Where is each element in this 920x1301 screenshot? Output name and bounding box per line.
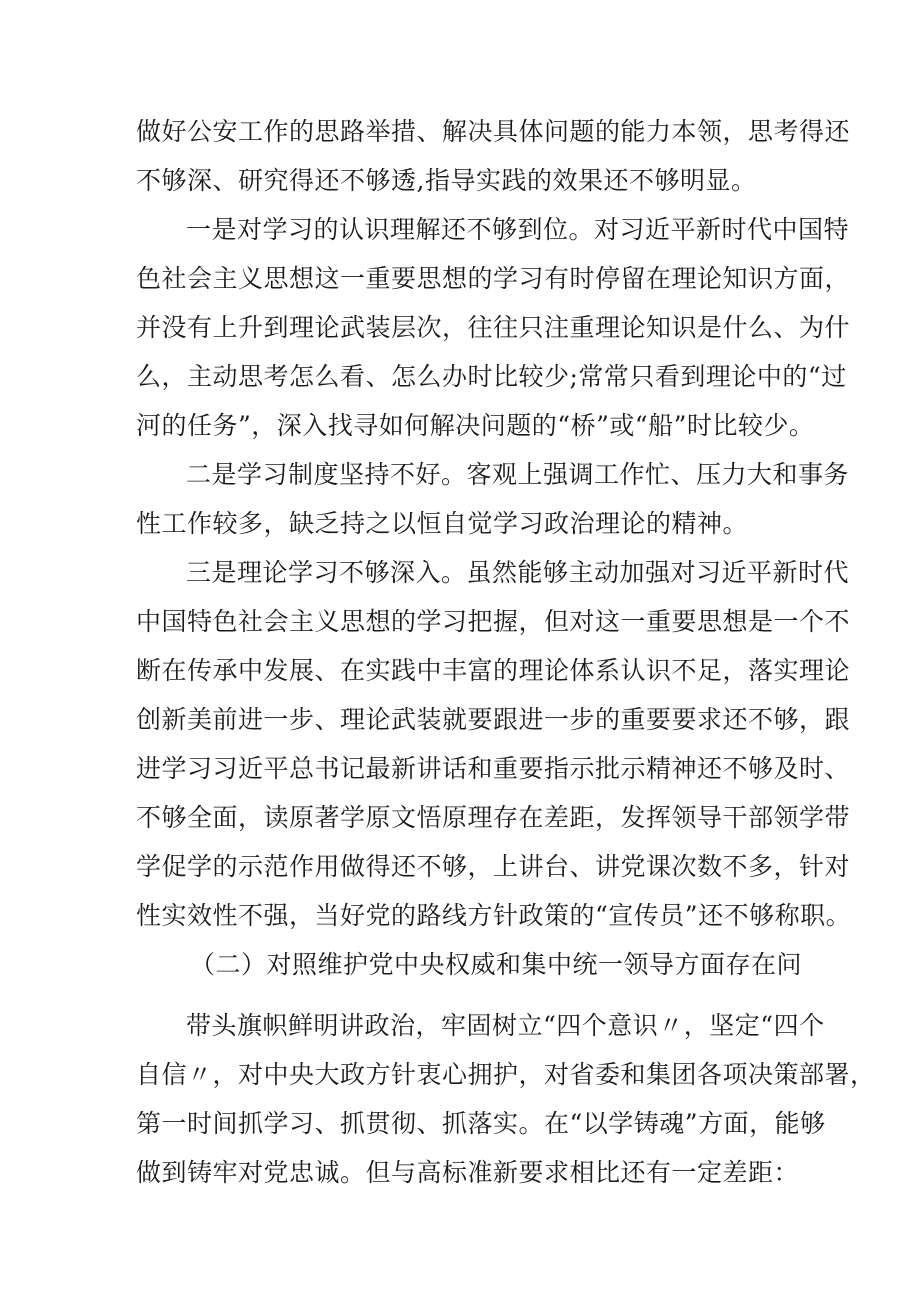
paragraph-3-line-8: 性实效性不强，当好党的路线方针政策的“宣传员”还不够称职。 — [136, 901, 852, 930]
paragraph-3-line-7: 学促学的示范作用做得还不够，上讲台、讲党课次数不多，针对 — [136, 852, 851, 881]
paragraph-3-line-3: 断在传承中发展、在实践中丰富的理论体系认识不足，落实理论 — [136, 656, 851, 685]
paragraph-3-line-2: 中国特色社会主义思想的学习把握，但对这一重要思想是一个不 — [136, 607, 851, 636]
paragraph-4-line-2: 自信〃，对中央大政方针衷心拥护，对省委和集团各项决策部署， — [136, 1060, 876, 1089]
section-heading: （二）对照维护党中央权威和集中统一领导方面存在问 — [190, 950, 803, 979]
paragraph-4-line-1: 带头旗帜鲜明讲政治，牢固树立“四个意识〃，坚定“四个 — [186, 1011, 825, 1040]
paragraph-4-line-3: 第一时间抓学习、抓贯彻、抓落实。在“以学铸魂”方面，能够 — [136, 1109, 826, 1138]
paragraph-0-line-1: 做好公安工作的思路举措、解决具体问题的能力本领，思考得还 — [136, 117, 851, 146]
paragraph-3-line-1: 三是理论学习不够深入。虽然能够主动加强对习近平新时代 — [186, 558, 850, 587]
paragraph-0-line-2: 不够深、研究得还不够透,指导实践的效果还不够明显。 — [136, 166, 757, 195]
paragraph-1-line-3: 并没有上升到理论武装层次，往往只注重理论知识是什么、为什 — [136, 313, 851, 342]
paragraph-1-line-1: 一是对学习的认识理解还不够到位。对习近平新时代中国特 — [186, 215, 850, 244]
paragraph-4-line-4: 做到铸牢对党忠诚。但与高标准新要求相比还有一定差距： — [136, 1158, 800, 1187]
paragraph-1-line-4: 么，主动思考怎么看、怎么办时比较少;常常只看到理论中的“过 — [136, 362, 847, 391]
paragraph-1-line-2: 色社会主义思想这一重要思想的学习有时停留在理论知识方面， — [136, 264, 851, 293]
paragraph-1-line-5: 河的任务”，深入找寻如何解决问题的“桥”或“船”时比较少。 — [136, 411, 815, 440]
paragraph-2-line-1: 二是学习制度坚持不好。客观上强调工作忙、压力大和事务 — [186, 460, 850, 489]
paragraph-2-line-2: 性工作较多，缺乏持之以恒自觉学习政治理论的精神。 — [136, 509, 749, 538]
paragraph-3-line-4: 创新美前进一步、理论武装就要跟进一步的重要要求还不够，跟 — [136, 705, 851, 734]
paragraph-3-line-6: 不够全面，读原著学原文悟原理存在差距，发挥领导干部领学带 — [136, 803, 851, 832]
paragraph-3-line-5: 进学习习近平总书记最新讲话和重要指示批示精神还不够及时、 — [136, 754, 851, 783]
